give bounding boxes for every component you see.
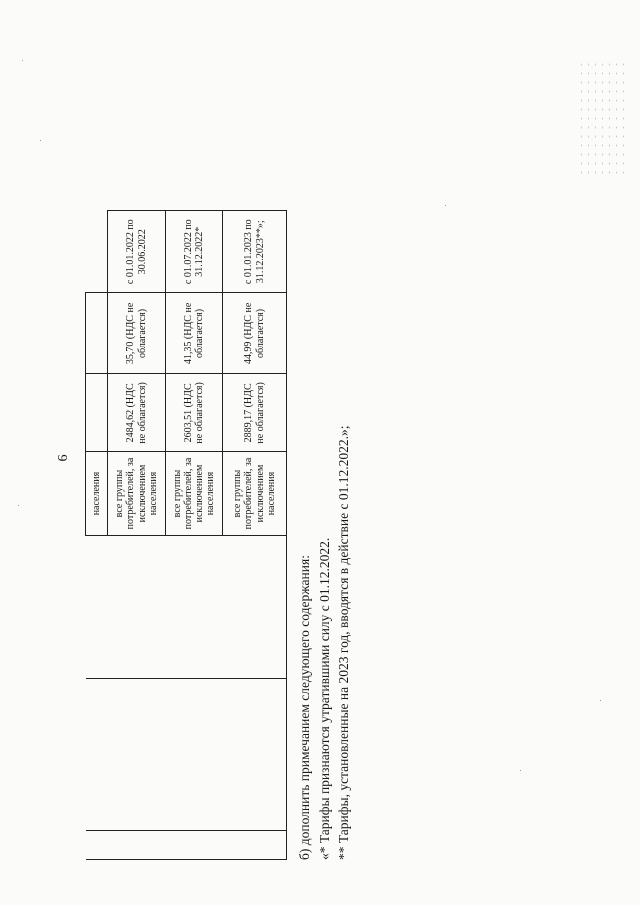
table-cell-rate: 44,99 (НДС не облагается) [223, 293, 287, 374]
table-cell-rate: 41,35 (НДС не облагается) [166, 293, 223, 374]
scan-speck [520, 770, 521, 771]
table-cell-rate: 2484,62 (НДС не облагается) [108, 374, 166, 452]
note-line: ** Тарифы, установленные на 2023 год, вводятся в действие с 01.12.2022.»; [336, 425, 351, 860]
scan-speck [445, 205, 446, 206]
scan-speck [18, 505, 19, 506]
table-cell-category: все группы потребителей, за исключением населения [108, 452, 166, 535]
scan-speck [22, 60, 23, 61]
table-cell [166, 678, 223, 830]
table-cell [86, 535, 108, 678]
table-cell [108, 535, 166, 678]
table-cell-period: с 01.01.2022 по 30.06.2022 [108, 211, 166, 293]
note-line: б) дополнить примечанием следующего содержания: [297, 555, 312, 860]
table-row [86, 211, 108, 860]
table-cell [86, 374, 108, 452]
table-cell-period: с 01.07.2022 по 31.12.2022* [166, 211, 223, 293]
table-cell [223, 678, 287, 830]
table-cell [108, 831, 166, 860]
note-line: «* Тарифы признаются утратившими силу с 01.12.2022. [316, 537, 332, 860]
table-row [108, 211, 166, 860]
notes-block [295, 210, 354, 860]
table-row [166, 211, 223, 860]
table-cell [223, 535, 287, 678]
scan-noise [578, 60, 628, 180]
table-cell-rate: 2603,51 (НДС не облагается) [166, 374, 223, 452]
table-cell-category: населения [86, 452, 108, 535]
table-cell-category: все группы потребителей, за исключением населения [166, 452, 223, 535]
table-cell [166, 831, 223, 860]
table-cell-rate: 2889,17 (НДС не облагается) [223, 374, 287, 452]
page-number: 6 [56, 454, 71, 462]
table-row [223, 211, 287, 860]
table-cell [86, 678, 108, 830]
table-cell-category: все группы потребителей, за исключением населения [223, 452, 287, 535]
table-cell-rate: 35,70 (НДС не облагается) [108, 293, 166, 374]
table-cell [86, 831, 108, 860]
rotated-content [85, 210, 355, 860]
scan-speck [600, 700, 601, 701]
table-cell [86, 293, 108, 374]
scan-speck [40, 140, 41, 141]
table-cell [223, 831, 287, 860]
table-cell-period: с 01.01.2023 по 31.12.2023**»; [223, 211, 287, 293]
tariff-table [85, 210, 287, 860]
table-cell [108, 678, 166, 830]
table-cell [166, 535, 223, 678]
